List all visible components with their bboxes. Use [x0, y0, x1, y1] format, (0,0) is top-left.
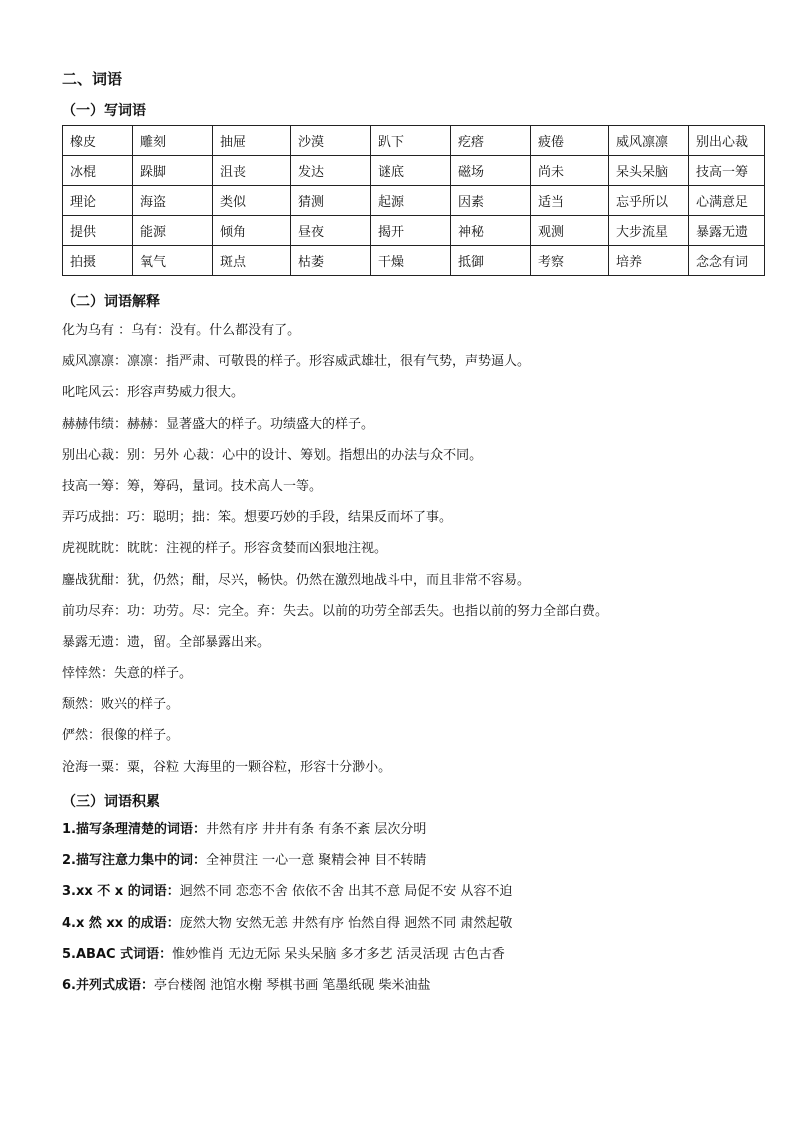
accumulation-label: 4.x 然 xx 的成语： — [62, 915, 180, 931]
table-cell: 拍摄 — [63, 246, 133, 276]
table-row — [63, 186, 765, 216]
table-cell: 磁场 — [451, 156, 531, 186]
accumulation-words: 迥然不同 恋恋不舍 依依不舍 出其不意 局促不安 从容不迫 — [179, 884, 513, 900]
table-row — [63, 156, 765, 186]
definition-item: 化为乌有 ：乌有：没有。什么都没有了。 — [62, 323, 301, 338]
table-cell: 发达 — [291, 156, 371, 186]
table-cell: 别出心裁 — [689, 126, 765, 156]
accumulation-label: 1.描写条理清楚的词语： — [62, 822, 206, 837]
subheading-word-accumulation: （三）词语积累 — [62, 794, 160, 810]
table-cell: 暴露无遗 — [689, 216, 765, 246]
accumulation-label: 3.xx 不 x 的词语： — [62, 884, 180, 900]
accumulation-list — [62, 819, 762, 1006]
table-cell: 呆头呆脑 — [609, 156, 689, 186]
accumulation-item — [62, 913, 762, 944]
accumulation-item — [62, 819, 762, 850]
table-cell: 尚未 — [531, 156, 609, 186]
table-row — [63, 216, 765, 246]
table-cell: 橡皮 — [63, 126, 133, 156]
table-row — [63, 246, 765, 276]
definition-item: 前功尽弃：功：功劳。尽：完全。弃：失去。以前的功劳全部丢失。也指以前的努力全部白费。 — [62, 603, 609, 619]
table-cell: 大步流星 — [609, 216, 689, 246]
subheading-write-words: （一）写词语 — [62, 103, 146, 119]
table-cell: 谜底 — [371, 156, 451, 186]
table-cell: 因素 — [451, 186, 531, 216]
table-cell: 跺脚 — [133, 156, 213, 186]
definition-item: 威风凛凛：凛凛：指严肃、可敬畏的样子。形容威武雄壮，很有气势，声势逼人。 — [62, 354, 531, 370]
table-cell: 起源 — [371, 186, 451, 216]
accumulation-words: 井然有序 井井有条 有条不紊 层次分明 — [205, 822, 427, 837]
table-cell: 心满意足 — [689, 186, 765, 216]
table-cell: 抽屉 — [213, 126, 291, 156]
table-cell: 猜测 — [291, 186, 371, 216]
table-cell: 干燥 — [371, 246, 451, 276]
table-cell: 技高一筹 — [689, 156, 765, 186]
table-row — [63, 126, 765, 156]
table-cell: 雕刻 — [133, 126, 213, 156]
table-cell: 海盗 — [133, 186, 213, 216]
table-cell: 理论 — [63, 186, 133, 216]
table-cell: 沮丧 — [213, 156, 291, 186]
table-cell: 揭开 — [371, 216, 451, 246]
definitions-list — [62, 320, 762, 788]
accumulation-label: 5.ABAC 式词语： — [62, 946, 173, 962]
accumulation-words: 全神贯注 一心一意 聚精会神 目不转睛 — [205, 853, 427, 869]
table-cell: 神秘 — [451, 216, 531, 246]
table-cell: 斑点 — [213, 246, 291, 276]
table-cell: 趴下 — [371, 126, 451, 156]
definition-item: 鏖战犹酣：犹，仍然；酣，尽兴，畅快。仍然在激烈地战斗中，而且非常不容易。 — [62, 572, 531, 588]
table-cell: 威风凛凛 — [609, 126, 689, 156]
section-heading: 二、词语 — [62, 70, 123, 88]
vocabulary-table — [62, 125, 765, 276]
definition-item: 技高一筹：筹，筹码，量词。技术高人一等。 — [62, 478, 323, 494]
table-cell: 昼夜 — [291, 216, 371, 246]
definition-item: 颓然：败兴的样子。 — [62, 697, 180, 713]
table-cell: 倾角 — [213, 216, 291, 246]
table-cell: 培养 — [609, 246, 689, 276]
definition-item: 叱咤风云：形容声势威力很大。 — [62, 385, 245, 401]
table-cell: 考察 — [531, 246, 609, 276]
definition-item: 别出心裁：别：另外 心裁：心中的设计、筹划。指想出的办法与众不同。 — [62, 447, 483, 463]
table-cell: 疙瘩 — [451, 126, 531, 156]
accumulation-item — [62, 881, 762, 912]
accumulation-label: 2.描写注意力集中的词： — [62, 853, 206, 869]
accumulation-label: 6.并列式成语： — [62, 977, 154, 993]
table-cell: 提供 — [63, 216, 133, 246]
table-cell: 类似 — [213, 186, 291, 216]
table-cell: 念念有词 — [689, 246, 765, 276]
definition-item: 俨然：很像的样子。 — [62, 728, 180, 744]
table-cell: 枯萎 — [291, 246, 371, 276]
accumulation-words: 惟妙惟肖 无边无际 呆头呆脑 多才多艺 活灵活现 古色古香 — [172, 946, 505, 962]
table-cell: 疲倦 — [531, 126, 609, 156]
definition-item: 赫赫伟绩：赫赫：显著盛大的样子。功绩盛大的样子。 — [62, 416, 375, 432]
table-cell: 适当 — [531, 186, 609, 216]
table-cell: 沙漠 — [291, 126, 371, 156]
table-cell: 能源 — [133, 216, 213, 246]
definition-item: 弄巧成拙：巧：聪明；拙：笨。想要巧妙的手段，结果反而坏了事。 — [62, 510, 453, 526]
accumulation-item — [62, 944, 762, 975]
accumulation-words: 庞然大物 安然无恙 井然有序 怡然自得 迥然不同 肃然起敬 — [179, 915, 513, 931]
table-cell: 忘乎所以 — [609, 186, 689, 216]
definition-item: 悻悻然：失意的样子。 — [62, 666, 193, 682]
definition-item: 虎视眈眈：眈眈：注视的样子。形容贪婪而凶狠地注视。 — [62, 541, 388, 557]
subheading-word-explanations: （二）词语解释 — [62, 294, 160, 310]
table-cell: 冰棍 — [63, 156, 133, 186]
table-cell: 氧气 — [133, 246, 213, 276]
accumulation-item — [62, 850, 762, 881]
definition-item: 沧海一粟：粟，谷粒 大海里的一颗谷粒，形容十分渺小。 — [62, 759, 392, 775]
table-cell: 观测 — [531, 216, 609, 246]
table-cell: 抵御 — [451, 246, 531, 276]
accumulation-words: 亭台楼阁 池馆水榭 琴棋书画 笔墨纸砚 柴米油盐 — [153, 977, 431, 993]
definition-item: 暴露无遗：遗，留。全部暴露出来。 — [62, 634, 271, 650]
accumulation-item — [62, 975, 762, 1006]
